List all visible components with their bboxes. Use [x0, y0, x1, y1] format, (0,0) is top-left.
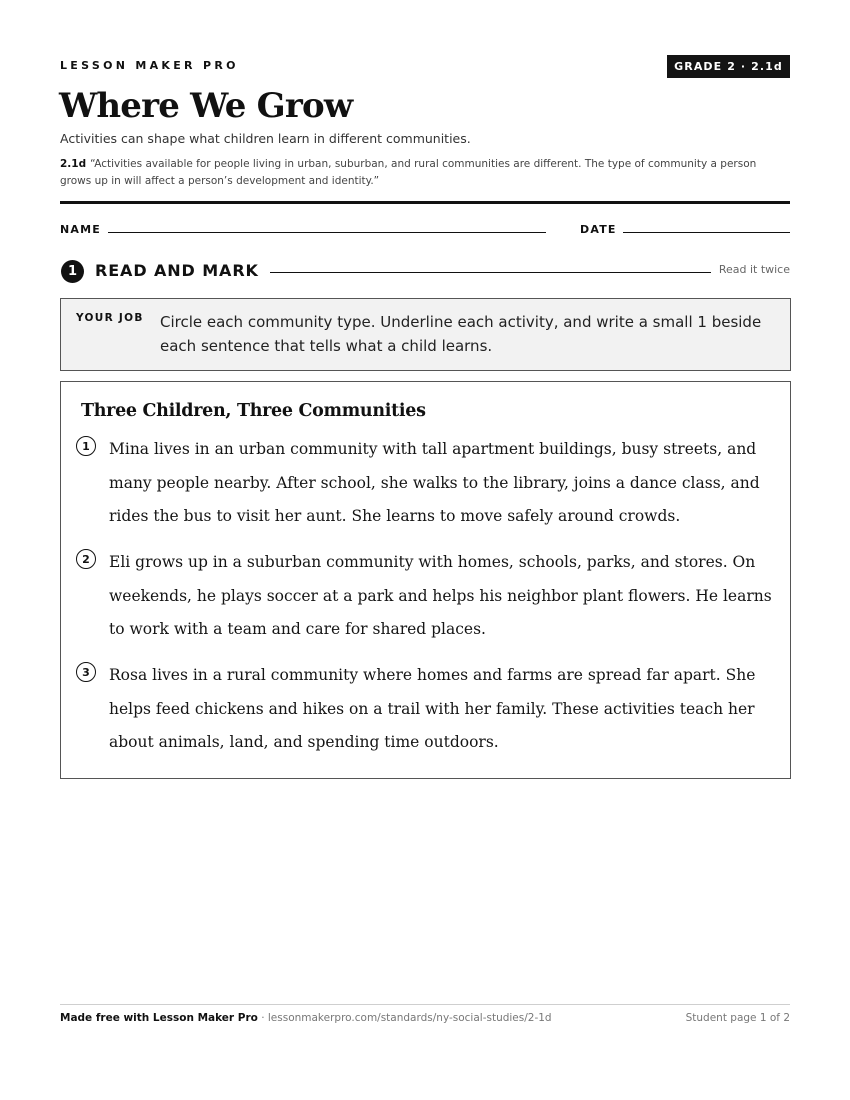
- paragraph-number-badge: 1: [76, 436, 96, 456]
- paragraph-number-badge: 3: [76, 662, 96, 682]
- date-label: DATE: [580, 223, 617, 236]
- paragraph-text: Rosa lives in a rural community where homes and farms are spread far apart. She helps feed chickens and hikes on a trail with her family. These activities teach her about animals, land, and spending time outdoors.: [109, 666, 756, 751]
- your-job-box: [60, 298, 791, 371]
- paragraph-text: Eli grows up in a suburban community with homes, schools, parks, and stores. On weekends, he plays soccer at a park and helps his neighbor plant flowers. He learns to work with a team and care for shared places.: [109, 553, 772, 638]
- standard-quote: “Activities available for people living in urban, suburban, and rural communities are different. The type of community a person grows up in will affect a person’s development and identity.”: [60, 158, 757, 187]
- section-note: Read it twice: [718, 263, 790, 276]
- footer-made-with: Made free with Lesson Maker Pro: [60, 1012, 258, 1024]
- section-divider: [270, 272, 711, 273]
- paragraph-number-badge: 2: [76, 549, 96, 569]
- name-field-line[interactable]: [108, 232, 546, 233]
- story-box: [60, 381, 791, 779]
- section-number-badge: 1: [61, 260, 84, 283]
- date-field-line[interactable]: [623, 232, 790, 233]
- footer-url[interactable]: · lessonmakerpro.com/standards/ny-social-studies/2-1d: [257, 1012, 552, 1024]
- page-subtitle: Activities can shape what children learn in different communities.: [60, 131, 471, 146]
- name-label: NAME: [60, 223, 101, 236]
- page-title: Where We Grow: [59, 86, 353, 126]
- header-divider: [60, 201, 790, 204]
- footer-divider: [60, 1004, 790, 1005]
- footer-page-indicator: Student page 1 of 2: [685, 1012, 790, 1024]
- standard-statement: [60, 156, 790, 190]
- grade-badge: GRADE 2 · 2.1d: [667, 55, 790, 78]
- section-title: READ AND MARK: [95, 261, 259, 280]
- story-title: Three Children, Three Communities: [81, 401, 426, 421]
- brand-name: LESSON MAKER PRO: [60, 59, 239, 72]
- your-job-instructions: Circle each community type. Underline each activity, and write a small 1 beside each sentence that tells what a child learns.: [160, 313, 762, 355]
- paragraph-text: Mina lives in an urban community with tall apartment buildings, busy streets, and many people nearby. After school, she walks to the library, joins a dance class, and rides the bus to visit her aunt. She learns to move safely around crowds.: [109, 440, 760, 525]
- footer-credit: [60, 1012, 552, 1024]
- your-job-label: YOUR JOB: [76, 312, 144, 324]
- standard-code: 2.1d: [60, 158, 87, 170]
